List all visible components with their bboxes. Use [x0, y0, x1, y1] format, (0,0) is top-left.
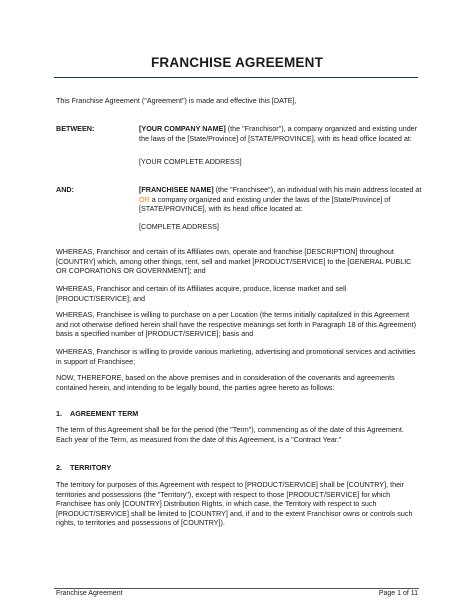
franchisee-name: [FRANCHISEE NAME]	[139, 185, 214, 194]
franchisee-clause	[139, 185, 424, 214]
franchisee-address: [COMPLETE ADDRESS]	[139, 222, 219, 231]
franchisor-text: (the "Franchisor"), a company organized and existing under the laws of the [State/Province] of [STATE/PROVINCE], with its head office located at:	[139, 124, 418, 143]
section-2-heading	[56, 463, 111, 473]
footer-title: Franchise Agreement	[56, 590, 123, 597]
section-1-body: The term of this Agreement shall be for the period (the "Term"), commencing as of the date of this Agreement. Each year of the Term, as measured from the date of this Agreement, is a "Contract Year."	[56, 425, 404, 444]
and-label: AND:	[56, 185, 74, 194]
between-label: BETWEEN:	[56, 124, 95, 133]
section-1-number: 1.	[56, 409, 62, 418]
or-highlight: OR	[139, 194, 150, 204]
section-1-title: AGREEMENT TERM	[70, 409, 139, 418]
franchisor-address: [YOUR COMPLETE ADDRESS]	[139, 157, 242, 166]
intro-paragraph: This Franchise Agreement ("Agreement") is made and effective this [DATE],	[56, 96, 297, 105]
franchisor-name: [YOUR COMPANY NAME]	[139, 124, 226, 133]
section-2-body: The territory for purposes of this Agreement with respect to [PRODUCT/SERVICE] shall be [COUNTRY], their territories and possessions (the "Territory"), except with respect to those [PRODUCT/SERVICE] for which Franchisee has only [COUNTRY] Distribution Rights, in which case, the Territory with respect to such [PRODUCT/SERVICE] shall be limited to [COUNTRY] and, if and to the extent Franchisor owns or controls such rights, to territories and possessions of [COUNTRY]).	[56, 480, 413, 527]
whereas-paragraph-2: WHEREAS, Franchisor and certain of its Affiliates acquire, produce, license market and sell [PRODUCT/SERVICE]; and	[56, 284, 347, 303]
section-2-title: TERRITORY	[70, 463, 112, 472]
footer-divider	[54, 588, 419, 589]
section-2-number: 2.	[56, 463, 62, 472]
now-therefore-paragraph: NOW, THEREFORE, based on the above premises and in consideration of the covenants and agreements contained herein, and intending to be legally bound, the parties agree hereto as follows:	[56, 373, 395, 392]
franchisor-clause	[139, 124, 424, 143]
whereas-paragraph-1: WHEREAS, Franchisor and certain of its Affiliates own, operate and franchise [DESCRIPTION] throughout [COUNTRY] which, among other things, rent, sell and market [PRODUCT/SERVICE] to the [GENERAL PUBLIC OR COPORATIONS OR GOVERNMENT]; and	[56, 247, 412, 275]
title-divider	[54, 77, 418, 78]
document-title: FRANCHISE AGREEMENT	[150, 55, 324, 70]
whereas-paragraph-3: WHEREAS, Franchisee is willing to purchase on a per Location (the terms initially capitalized in this Agreement and not otherwise defined herein shall have the respective meanings set forth in Paragraph 18 of this Agreement) basis a specified number of [PRODUCT/SERVICE]; basis and	[56, 310, 416, 338]
page-number: Page 1 of 11	[378, 590, 418, 597]
franchisee-text-a: (the "Franchisee"), an individual with his main address located at	[213, 185, 422, 194]
section-1-heading	[56, 409, 138, 419]
franchisee-text-b: a company organized and existing under the laws of the [State/Province] of [STATE/PROVINCE], with its head office located at:	[139, 194, 391, 213]
whereas-paragraph-4: WHEREAS, Franchisor is willing to provide various marketing, advertising and promotional services and activities in support of Franchisee;	[56, 347, 416, 366]
